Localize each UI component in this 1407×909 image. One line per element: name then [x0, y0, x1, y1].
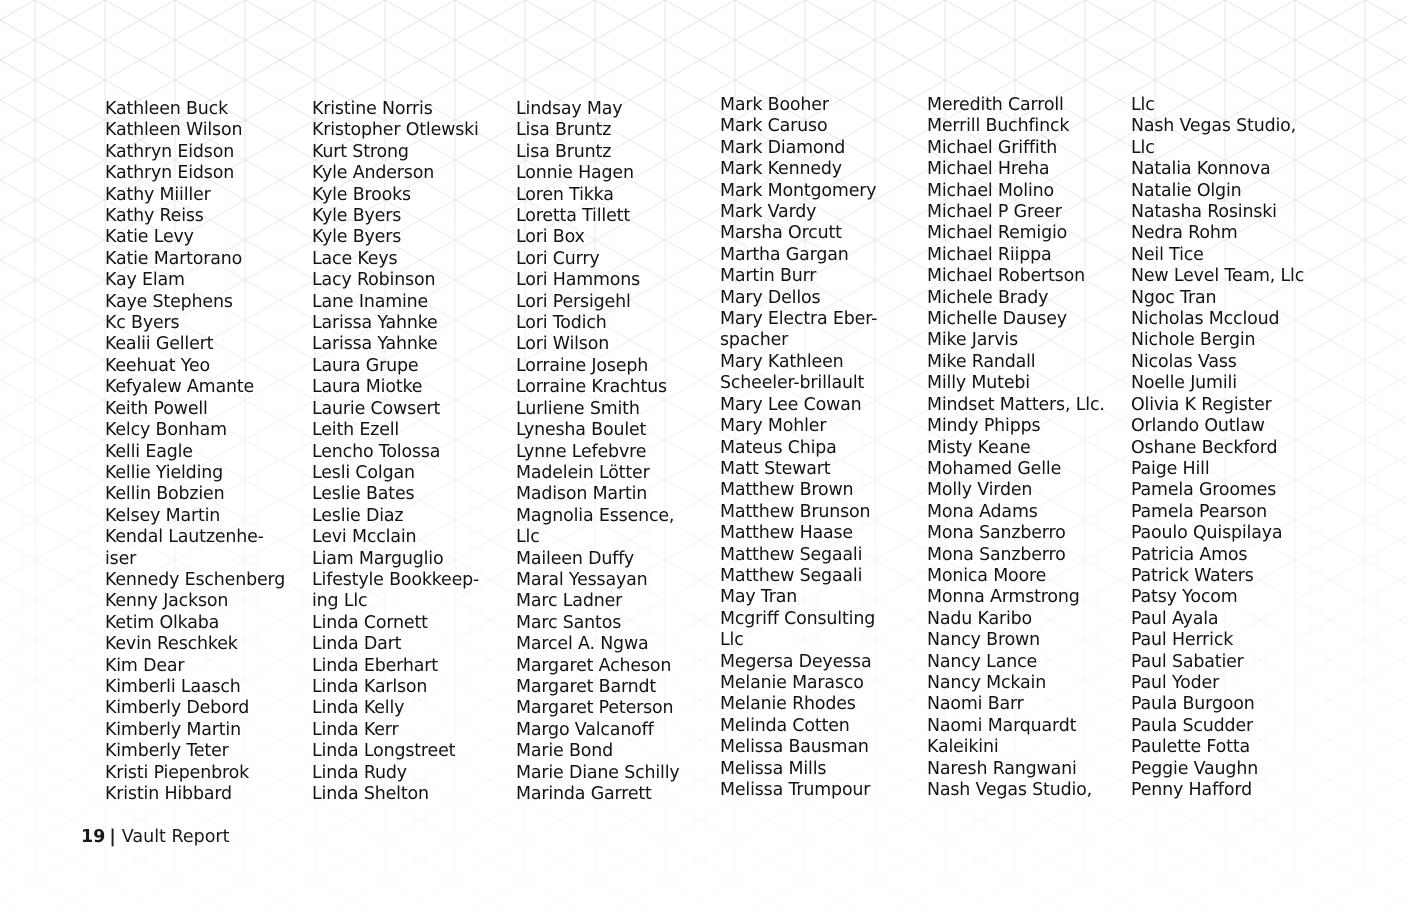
name-entry: Lurliene Smith: [516, 398, 640, 419]
name-entry: Magnolia Essence,: [516, 505, 675, 526]
name-entry: Lencho Tolossa: [312, 441, 441, 462]
name-entry: Kay Elam: [105, 270, 185, 291]
name-entry: Lynesha Boulet: [516, 420, 647, 441]
name-entry: Liam Marguglio: [312, 548, 444, 569]
name-entry: Lorraine Joseph: [516, 355, 649, 376]
name-entry: Kathleen Wilson: [105, 120, 243, 141]
name-entry: Martin Burr: [720, 266, 817, 287]
name-entry: Melanie Rhodes: [720, 694, 856, 715]
name-entry: Oshane Beckford: [1131, 437, 1278, 458]
name-entry: Leslie Diaz: [312, 505, 404, 526]
name-entry: Lori Box: [516, 227, 585, 248]
name-entry: Linda Kelly: [312, 698, 405, 719]
name-entry: Levi Mcclain: [312, 527, 417, 548]
name-entry: iser: [105, 548, 137, 569]
name-entry: Marcel A. Ngwa: [516, 634, 649, 655]
name-column-2: [312, 99, 479, 805]
name-entry: Laurie Cowsert: [312, 398, 441, 419]
name-entry: Linda Cornett: [312, 612, 428, 633]
name-entry: Paulette Fotta: [1131, 737, 1250, 758]
name-entry: Marc Ladner: [516, 591, 623, 612]
name-entry: Michael Molino: [927, 180, 1055, 201]
name-entry: Madelein Lötter: [516, 462, 650, 483]
name-entry: Patrick Waters: [1131, 565, 1254, 586]
name-entry: Paul Yoder: [1131, 672, 1220, 693]
name-entry: Matthew Haase: [720, 523, 853, 544]
name-entry: Michael Hreha: [927, 159, 1050, 180]
name-entry: Matt Stewart: [720, 458, 831, 479]
name-entry: Lori Hammons: [516, 270, 641, 291]
name-entry: Kyle Brooks: [312, 184, 411, 205]
name-entry: Kathleen Buck: [105, 99, 229, 119]
name-entry: Kendal Lautzenhe-: [105, 527, 264, 548]
name-entry: Lindsay May: [516, 99, 623, 119]
name-entry: Lorraine Krachtus: [516, 377, 667, 398]
name-entry: Maral Yessayan: [516, 569, 648, 590]
name-entry: Lori Persigehl: [516, 291, 631, 312]
name-entry: Michael Riippa: [927, 244, 1052, 265]
name-entry: Orlando Outlaw: [1131, 416, 1265, 437]
name-entry: Lesli Colgan: [312, 462, 415, 483]
name-entry: Marsha Orcutt: [720, 223, 842, 244]
name-entry: Matthew Brunson: [720, 501, 871, 522]
name-entry: Lori Curry: [516, 248, 600, 269]
name-entry: Marie Bond: [516, 741, 614, 762]
name-entry: Pamela Groomes: [1131, 480, 1277, 501]
name-entry: Kc Byers: [105, 313, 180, 334]
name-entry: Madison Martin: [516, 484, 648, 505]
name-entry: Neil Tice: [1131, 244, 1204, 265]
name-entry: Paoulo Quispilaya: [1131, 523, 1283, 544]
name-entry: Mark Kennedy: [720, 159, 842, 180]
name-entry: Melissa Trumpour: [720, 780, 871, 800]
name-entry: Kristi Piepenbrok: [105, 762, 249, 783]
name-entry: Kristine Norris: [312, 99, 433, 119]
name-entry: Kellie Yielding: [105, 462, 224, 483]
name-entry: Olivia K Register: [1131, 394, 1272, 415]
name-entry: Keehuat Yeo: [105, 355, 210, 376]
name-entry: Lane Inamine: [312, 291, 429, 312]
name-entry: Lifestyle Bookkeep-: [312, 569, 480, 590]
page-number: 19: [81, 827, 106, 847]
name-entry: Margo Valcanoff: [516, 719, 654, 740]
name-column-5: [927, 95, 1105, 801]
name-entry: Ketim Olkaba: [105, 612, 220, 633]
name-entry: Mark Booher: [720, 95, 829, 115]
name-entry: Lori Wilson: [516, 334, 610, 355]
name-entry: Molly Virden: [927, 480, 1033, 501]
name-entry: Michele Brady: [927, 287, 1049, 308]
name-entry: Natalia Konnova: [1131, 159, 1271, 180]
name-entry: Megersa Deyessa: [720, 651, 872, 672]
name-entry: Mark Caruso: [720, 116, 828, 137]
name-entry: Linda Longstreet: [312, 741, 456, 762]
name-entry: Paul Herrick: [1131, 630, 1234, 651]
name-entry: Linda Kerr: [312, 719, 399, 740]
name-entry: Paula Burgoon: [1131, 694, 1255, 715]
name-entry: Kellin Bobzien: [105, 484, 225, 505]
name-entry: Michelle Dausey: [927, 309, 1067, 330]
name-entry: Linda Eberhart: [312, 655, 438, 676]
name-entry: Peggie Vaughn: [1131, 758, 1259, 779]
name-entry: Matthew Segaali: [720, 565, 863, 586]
name-entry: spacher: [720, 330, 789, 351]
name-entry: Llc: [516, 527, 540, 548]
name-entry: Martha Gargan: [720, 244, 849, 265]
name-entry: Kimberly Teter: [105, 741, 229, 762]
name-entry: Noelle Jumili: [1131, 373, 1237, 394]
name-entry: Mary Lee Cowan: [720, 394, 862, 415]
name-entry: Milly Mutebi: [927, 373, 1030, 394]
name-entry: Lace Keys: [312, 248, 398, 269]
name-entry: Nadu Karibo: [927, 608, 1033, 629]
name-entry: Monna Armstrong: [927, 587, 1080, 608]
name-entry: Ngoc Tran: [1131, 287, 1217, 308]
name-column-1: [105, 99, 285, 805]
name-entry: Matthew Brown: [720, 480, 854, 501]
page-footer: [81, 826, 230, 848]
name-entry: Kealii Gellert: [105, 334, 214, 355]
name-entry: Kristin Hibbard: [105, 784, 232, 804]
name-entry: Kyle Byers: [312, 206, 402, 227]
name-entry: Maileen Duffy: [516, 548, 634, 569]
name-entry: Kennedy Eschenberg: [105, 569, 286, 590]
name-entry: Mindy Phipps: [927, 416, 1041, 437]
name-entry: Lynne Lefebvre: [516, 441, 647, 462]
name-entry: Monica Moore: [927, 565, 1047, 586]
name-entry: Naomi Barr: [927, 694, 1024, 715]
name-entry: Naomi Marquardt: [927, 715, 1077, 736]
name-entry: Kathy Reiss: [105, 206, 204, 227]
name-entry: Nicholas Mccloud: [1131, 309, 1280, 330]
name-entry: Natalie Olgin: [1131, 180, 1242, 201]
name-entry: Kristopher Otlewski: [312, 120, 479, 141]
name-entry: ing Llc: [312, 591, 368, 612]
name-entry: Mary Electra Eber-: [720, 309, 878, 330]
name-entry: Kathy Miiller: [105, 184, 211, 205]
name-entry: Kathryn Eidson: [105, 163, 235, 184]
name-entry: Nedra Rohm: [1131, 223, 1238, 244]
name-entry: Margaret Peterson: [516, 698, 674, 719]
name-entry: Larissa Yahnke: [312, 334, 438, 355]
name-entry: Michael Robertson: [927, 266, 1085, 287]
name-entry: Kelcy Bonham: [105, 420, 227, 441]
name-entry: Misty Keane: [927, 437, 1031, 458]
name-entry: Scheeler-brillault: [720, 373, 865, 394]
name-entry: Pamela Pearson: [1131, 501, 1268, 522]
name-entry: Llc: [1131, 95, 1155, 115]
name-entry: Linda Shelton: [312, 784, 429, 804]
name-entry: Lori Todich: [516, 313, 607, 334]
name-entry: Mona Sanzberro: [927, 523, 1066, 544]
name-entry: Natasha Rosinski: [1131, 202, 1277, 223]
name-entry: Larissa Yahnke: [312, 313, 438, 334]
name-entry: Michael Griffith: [927, 137, 1058, 158]
name-entry: Margaret Acheson: [516, 655, 672, 676]
footer-separator: |: [109, 827, 116, 847]
name-entry: Loren Tikka: [516, 184, 614, 205]
name-entry: Llc: [720, 630, 744, 651]
name-entry: Laura Grupe: [312, 355, 419, 376]
name-entry: Kefyalew Amante: [105, 377, 255, 398]
name-entry: Kimberly Debord: [105, 698, 250, 719]
name-entry: Kim Dear: [105, 655, 185, 676]
name-entry: Mary Dellos: [720, 287, 821, 308]
name-entry: Linda Dart: [312, 634, 402, 655]
name-entry: Paul Sabatier: [1131, 651, 1244, 672]
name-entry: Leslie Bates: [312, 484, 415, 505]
name-entry: Nancy Mckain: [927, 672, 1047, 693]
name-entry: Loretta Tillett: [516, 206, 630, 227]
name-entry: Nancy Brown: [927, 630, 1041, 651]
name-entry: Melissa Bausman: [720, 737, 869, 758]
name-entry: Mateus Chipa: [720, 437, 837, 458]
name-entry: Linda Rudy: [312, 762, 407, 783]
name-entry: Kaye Stephens: [105, 291, 233, 312]
name-entry: Lisa Bruntz: [516, 120, 612, 141]
name-entry: Kelsey Martin: [105, 505, 221, 526]
name-entry: Kevin Reschkek: [105, 634, 238, 655]
name-entry: Paul Ayala: [1131, 608, 1219, 629]
name-entry: Katie Martorano: [105, 248, 243, 269]
name-entry: Kyle Anderson: [312, 163, 435, 184]
name-entry: Mark Montgomery: [720, 180, 877, 201]
name-entry: Nicolas Vass: [1131, 351, 1237, 372]
name-entry: Marinda Garrett: [516, 784, 652, 804]
name-entry: Mike Jarvis: [927, 330, 1018, 351]
name-entry: Nancy Lance: [927, 651, 1038, 672]
name-entry: May Tran: [720, 587, 798, 608]
name-entry: Kyle Byers: [312, 227, 402, 248]
name-entry: Meredith Carroll: [927, 95, 1064, 115]
name-entry: Llc: [1131, 137, 1155, 158]
name-entry: Kaleikini: [927, 737, 999, 758]
name-column-6: [1131, 95, 1304, 801]
name-entry: Leith Ezell: [312, 420, 400, 441]
name-entry: Nichole Bergin: [1131, 330, 1256, 351]
name-entry: Melissa Mills: [720, 758, 827, 779]
name-entry: Mcgriff Consulting: [720, 608, 876, 629]
name-entry: Mark Vardy: [720, 202, 817, 223]
name-entry: Marie Diane Schilly: [516, 762, 680, 783]
name-entry: Lonnie Hagen: [516, 163, 634, 184]
name-entry: Kenny Jackson: [105, 591, 229, 612]
name-entry: Mary Kathleen: [720, 351, 844, 372]
name-entry: Penny Hafford: [1131, 780, 1252, 800]
name-entry: Margaret Barndt: [516, 676, 657, 697]
name-entry: Paula Scudder: [1131, 715, 1254, 736]
name-entry: Keith Powell: [105, 398, 208, 419]
name-entry: Melanie Marasco: [720, 672, 864, 693]
name-entry: Nash Vegas Studio,: [1131, 116, 1297, 137]
name-entry: Naresh Rangwani: [927, 758, 1077, 779]
name-entry: Matthew Segaali: [720, 544, 863, 565]
name-entry: Merrill Buchfinck: [927, 116, 1070, 137]
name-entry: Mona Adams: [927, 501, 1038, 522]
name-entry: Katie Levy: [105, 227, 194, 248]
name-entry: Mary Mohler: [720, 416, 827, 437]
name-entry: Michael Remigio: [927, 223, 1068, 244]
name-entry: Laura Miotke: [312, 377, 423, 398]
name-entry: Lisa Bruntz: [516, 141, 612, 162]
name-column-3: [516, 99, 680, 805]
name-entry: Mona Sanzberro: [927, 544, 1066, 565]
name-entry: Kathryn Eidson: [105, 141, 235, 162]
name-entry: Paige Hill: [1131, 458, 1210, 479]
report-title: Vault Report: [121, 827, 230, 847]
name-entry: Nash Vegas Studio,: [927, 780, 1093, 800]
name-entry: Kimberly Martin: [105, 719, 241, 740]
name-column-4: [720, 95, 877, 801]
name-entry: Michael P Greer: [927, 202, 1062, 223]
name-entry: Mike Randall: [927, 351, 1036, 372]
name-entry: Mohamed Gelle: [927, 458, 1062, 479]
name-entry: Linda Karlson: [312, 676, 428, 697]
name-entry: Melinda Cotten: [720, 715, 850, 736]
name-entry: Kurt Strong: [312, 141, 409, 162]
name-entry: Kelli Eagle: [105, 441, 193, 462]
name-entry: Patsy Yocom: [1131, 587, 1238, 608]
name-entry: Mindset Matters, Llc.: [927, 394, 1105, 415]
name-entry: Mark Diamond: [720, 137, 846, 158]
name-entry: Marc Santos: [516, 612, 622, 633]
name-entry: Lacy Robinson: [312, 270, 436, 291]
name-entry: New Level Team, Llc: [1131, 266, 1305, 287]
name-entry: Kimberli Laasch: [105, 676, 241, 697]
name-entry: Patricia Amos: [1131, 544, 1248, 565]
